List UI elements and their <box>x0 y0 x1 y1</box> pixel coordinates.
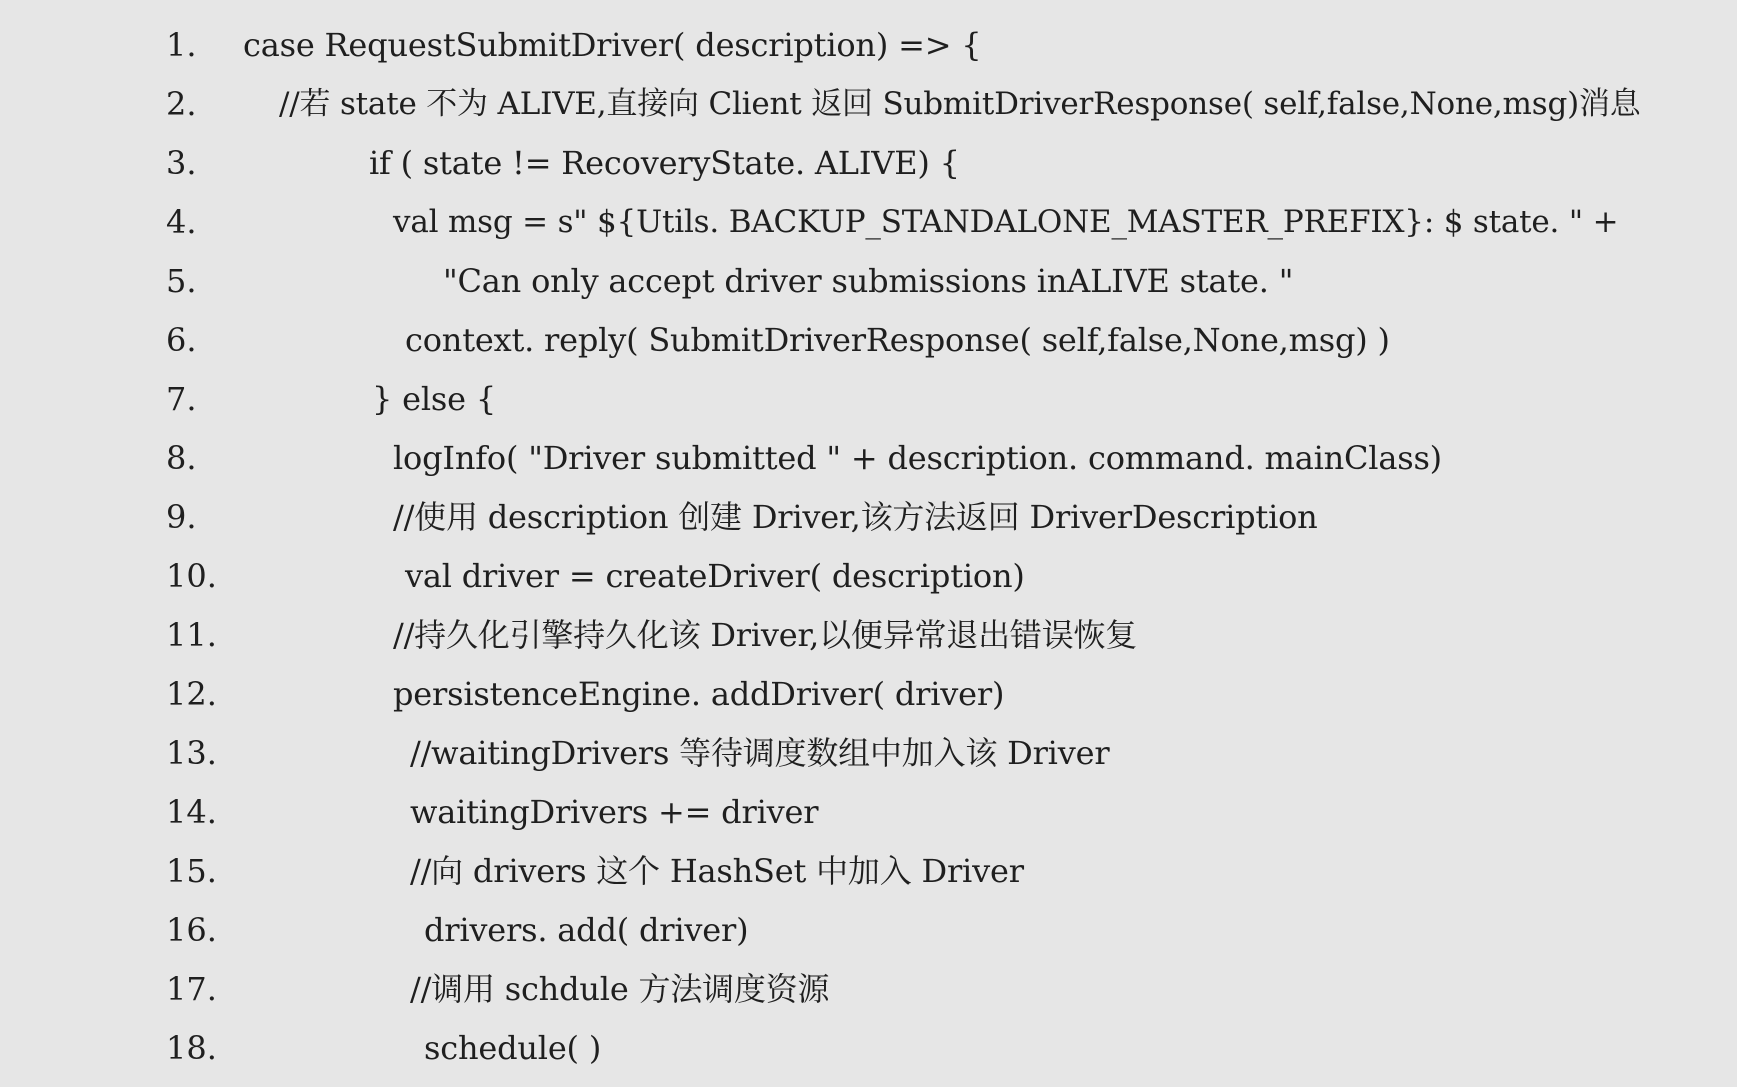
code-line-17 <box>0 960 1737 1019</box>
line-number: 16. <box>166 911 217 949</box>
code-line-9 <box>0 488 1737 547</box>
code-line-18 <box>0 1019 1737 1078</box>
line-number: 12. <box>166 675 217 713</box>
line-comment: //若 state 不为 ALIVE,直接向 Client 返回 SubmitDriverResponse( self,false,None,msg)消息 <box>279 86 1641 122</box>
line-code: if ( state != RecoveryState. ALIVE) { <box>369 144 960 182</box>
line-code: val msg = s" ${Utils. BACKUP_STANDALONE_MASTER_PREFIX}: $ state. " + <box>393 204 1619 240</box>
line-number: 8. <box>166 439 197 477</box>
code-line-7 <box>0 370 1737 429</box>
line-comment: //向 drivers 这个 HashSet 中加入 Driver <box>410 852 1024 890</box>
line-number: 9. <box>166 498 197 536</box>
line-number: 3. <box>166 144 197 182</box>
code-line-11 <box>0 606 1737 665</box>
line-number: 5. <box>166 262 197 300</box>
code-line-16 <box>0 901 1737 960</box>
line-number: 2. <box>166 85 197 123</box>
line-number: 18. <box>166 1029 217 1067</box>
line-code: schedule( ) <box>424 1029 602 1067</box>
line-code: logInfo( "Driver submitted " + description. command. mainClass) <box>393 439 1442 477</box>
code-line-14 <box>0 783 1737 842</box>
line-code: waitingDrivers += driver <box>410 793 819 831</box>
line-comment: //使用 description 创建 Driver,该方法返回 DriverDescription <box>393 498 1318 536</box>
code-line-15 <box>0 842 1737 901</box>
line-code: "Can only accept driver submissions inALIVE state. " <box>443 262 1294 300</box>
line-code: } else { <box>372 380 496 418</box>
line-comment: //调用 schdule 方法调度资源 <box>410 970 830 1008</box>
code-line-2 <box>0 75 1737 134</box>
line-number: 1. <box>166 26 197 64</box>
line-number: 13. <box>166 734 217 772</box>
line-comment: //waitingDrivers 等待调度数组中加入该 Driver <box>410 734 1110 772</box>
line-code: drivers. add( driver) <box>424 911 749 949</box>
code-line-8 <box>0 429 1737 488</box>
code-line-4 <box>0 193 1737 252</box>
code-line-5 <box>0 252 1737 311</box>
code-line-12 <box>0 665 1737 724</box>
line-number: 11. <box>166 616 217 654</box>
line-number: 7. <box>166 380 197 418</box>
line-number: 4. <box>166 203 197 241</box>
line-code: case RequestSubmitDriver( description) => { <box>243 26 982 64</box>
code-line-13 <box>0 724 1737 783</box>
code-line-3 <box>0 134 1737 193</box>
line-comment: //持久化引擎持久化该 Driver,以便异常退出错误恢复 <box>393 616 1138 654</box>
line-code: val driver = createDriver( description) <box>405 557 1025 595</box>
line-number: 6. <box>166 321 197 359</box>
line-code: context. reply( SubmitDriverResponse( self,false,None,msg) ) <box>405 321 1390 359</box>
code-line-1 <box>0 16 1737 75</box>
code-line-6 <box>0 311 1737 370</box>
line-number: 14. <box>166 793 217 831</box>
line-code: persistenceEngine. addDriver( driver) <box>393 675 1005 713</box>
line-number: 17. <box>166 970 217 1008</box>
line-number: 10. <box>166 557 217 595</box>
code-line-10 <box>0 547 1737 606</box>
line-number: 15. <box>166 852 217 890</box>
